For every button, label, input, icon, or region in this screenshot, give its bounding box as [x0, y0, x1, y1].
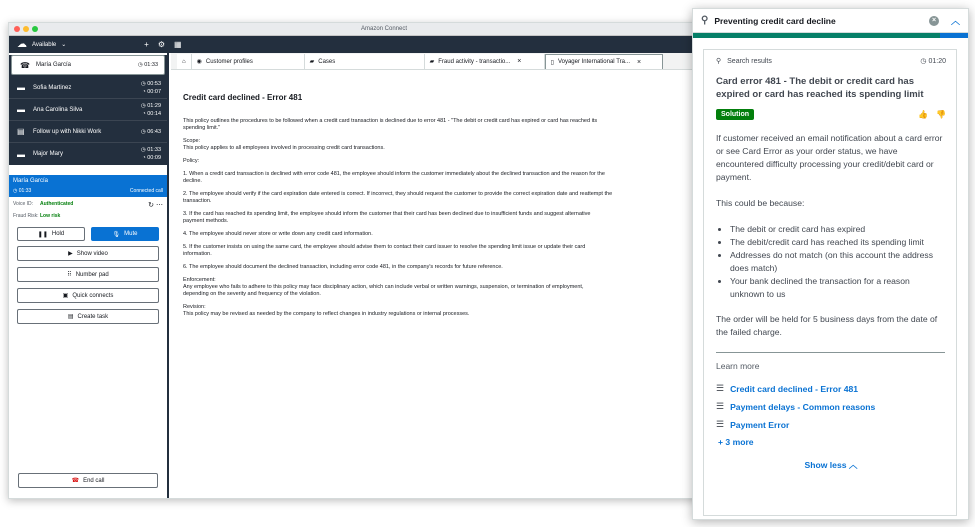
contact-timer: ◷ 01:33: [137, 62, 158, 68]
article-paragraph: 6. The employee should document the declined transaction, including error code 481, in the company's records for future reference.: [183, 264, 503, 270]
gear-icon[interactable]: ⚙: [157, 40, 165, 49]
reason-list: [730, 223, 946, 301]
title-bar: [9, 23, 759, 36]
fraud-risk-label: Fraud Risk:: [13, 213, 39, 219]
contacts-icon: ▣: [62, 293, 69, 299]
contact-timer: ◷ 01:33 ◔ 00:09: [140, 147, 161, 161]
minimize-window-button[interactable]: [23, 26, 29, 32]
related-article-link[interactable]: ☰ Payment delays - Common reasons: [716, 401, 876, 412]
mute-button[interactable]: 🎙 Mute: [91, 227, 159, 241]
clear-search-icon[interactable]: ×: [929, 16, 939, 26]
thumbs-up-icon[interactable]: 👍: [918, 110, 929, 119]
hold-button[interactable]: ❚❚ Hold: [17, 227, 85, 241]
list-item: • The debit/credit card has reached its spending limit: [730, 236, 946, 249]
accent-bar: [693, 33, 968, 38]
article-paragraph: spending limit.": [183, 125, 221, 131]
create-task-button[interactable]: ▤ Create task: [17, 309, 159, 324]
close-window-button[interactable]: [14, 26, 20, 32]
search-bar: [693, 9, 968, 33]
window-controls: [14, 26, 38, 32]
refresh-icon[interactable]: ↻: [148, 202, 155, 209]
keypad-icon: ⠿: [67, 272, 72, 278]
article-paragraph: 4. The employee should never store or write down any credit card information.: [183, 231, 373, 237]
briefcase-icon: ▰: [429, 59, 435, 65]
article-paragraph: payment methods.: [183, 218, 229, 224]
chevron-down-icon[interactable]: ⌄: [61, 42, 67, 48]
connect-cloud-icon: ☁: [17, 39, 27, 50]
contact-item[interactable]: [9, 121, 167, 143]
related-article-link[interactable]: ☰ Payment Error: [716, 419, 790, 430]
caller-name: María García: [13, 178, 49, 184]
chat-icon: ▬: [17, 149, 25, 159]
chat-icon: ▬: [17, 105, 25, 114]
article-paragraph: 3. If the card has reached its spending limit, the employee should inform the customer that their card has been declined due to insufficient funds and suggest alternative: [183, 211, 591, 217]
chevron-up-icon: ︿: [848, 460, 858, 470]
thumbs-down-icon[interactable]: 👎: [936, 110, 946, 119]
calendar-icon[interactable]: ▦: [174, 40, 182, 49]
home-icon: ⌂: [182, 58, 186, 65]
contact-item[interactable]: [9, 99, 167, 121]
window-title: Amazon Connect: [360, 26, 408, 32]
show-video-button[interactable]: ▶ Show video: [17, 246, 159, 261]
active-call-header: [9, 175, 167, 197]
search-input[interactable]: Preventing credit card decline: [714, 15, 836, 26]
article-paragraph: depending on the severity and frequency of the violation.: [183, 291, 321, 297]
learn-more-label: Learn more: [716, 361, 760, 371]
article-paragraph: Scope:: [183, 138, 201, 144]
article-paragraph: Policy:: [183, 158, 200, 164]
agent-status[interactable]: Available: [32, 41, 57, 48]
contact-timer: ◷ 00:53 ◔ 00:07: [140, 80, 161, 95]
search-icon: ⚲: [701, 15, 709, 26]
maximize-window-button[interactable]: [32, 26, 38, 32]
document-icon: ▯: [550, 59, 554, 66]
close-icon[interactable]: ×: [517, 58, 522, 65]
contact-timer: ◷ 06:43: [140, 128, 161, 135]
agent-workspace: [171, 53, 759, 498]
ccp-status-bar: [9, 36, 169, 53]
article-paragraph: This policy outlines the procedures to be followed when a credit card transaction is declined due to error 481 - "The debit or credit card has expired or card has reached its: [183, 118, 598, 124]
article-paragraph: This policy applies to all employees involved in processing credit card transactions.: [183, 145, 385, 151]
close-icon[interactable]: ×: [636, 58, 642, 66]
task-icon: ▤: [67, 314, 74, 320]
article-paragraph: Revision:: [183, 304, 206, 310]
contact-list: [9, 55, 167, 165]
result-reason-heading: This could be because:: [716, 198, 805, 208]
chat-icon: ▬: [17, 83, 25, 92]
result-body: [716, 132, 946, 339]
result-title: Card error 481 - The debit or credit card has expired or card has reached its spending limit: [716, 76, 924, 100]
article-paragraph: transaction.: [183, 198, 212, 204]
knowledge-search-panel: [692, 8, 969, 520]
article-paragraph: 1. When a credit card transaction is declined with error code 481, the employee should inform the customer immediately about the declined transaction and the reason for the: [183, 171, 605, 177]
task-icon: ▤: [17, 127, 25, 136]
article-paragraph: Any employee who fails to adhere to this policy may face disciplinary action, which can include verbal or written warnings, suspension, or termination of employment,: [183, 284, 584, 290]
contact-name: Major Mary: [33, 151, 64, 157]
solution-badge: Solution: [716, 109, 754, 120]
tab-customer-profiles[interactable]: ◉ Customer profiles: [192, 54, 305, 69]
results-time: ◷ 01:20: [920, 58, 946, 65]
contact-control-panel: [9, 53, 169, 498]
article-paragraph: 2. The employee should verify if the card expiration date entered is correct. If incorrect, they should request the customer to provide the correct expiration date and reattempt the: [183, 191, 613, 197]
call-timer: ◷ 01:33: [13, 188, 32, 194]
document-icon: ☰: [716, 383, 725, 393]
plus-icon[interactable]: +: [144, 40, 149, 49]
show-less-button[interactable]: Show less ︿: [804, 460, 858, 470]
call-metadata: [9, 197, 167, 227]
amazon-connect-window: [8, 22, 760, 499]
fraud-risk-value: Low risk: [40, 213, 61, 219]
article-paragraph: decline.: [183, 178, 202, 184]
chevron-up-icon[interactable]: ︿: [950, 16, 960, 26]
result-intro: If customer received an email notification about a card error or see Card Error as your order status, we have encountered difficulty processing your credit/debit card or payment.: [716, 133, 943, 182]
end-call-button[interactable]: ☎ End call: [18, 473, 158, 488]
list-item: • The debit or credit card has expired: [730, 223, 946, 236]
related-article-link[interactable]: ☰ Credit card declined - Error 481: [716, 383, 859, 394]
document-icon: ☰: [716, 401, 725, 411]
search-icon: ⚲: [716, 58, 722, 65]
quick-connects-button[interactable]: ▣ Quick connects: [17, 288, 159, 303]
tab-home[interactable]: [177, 54, 192, 69]
call-status: Connected call: [129, 188, 163, 194]
results-label: Search results: [727, 57, 772, 65]
list-item: • Addresses do not match (on this account the address does match): [730, 249, 946, 275]
voice-id-label: Voice ID:: [13, 201, 34, 207]
divider: [716, 352, 945, 353]
contact-timer: ◷ 01:29 ◔ 00:14: [140, 102, 161, 117]
folder-icon: ▰: [309, 59, 315, 65]
voice-id-value: Authenticated: [40, 201, 74, 207]
article-paragraph: Enforcement:: [183, 277, 216, 283]
tab-voyager-international[interactable]: ▯ Voyager International Tra... ×: [545, 54, 663, 69]
document-icon: ☰: [716, 419, 725, 429]
top-bar: [9, 36, 759, 53]
contact-name: Sofia Martinez: [33, 84, 72, 91]
contact-item[interactable]: [9, 143, 167, 165]
video-icon: ▶: [68, 251, 73, 257]
knowledge-article: [171, 70, 759, 318]
article-paragraph: 5. If the customer insists on using the same card, the employee should advise them to contact their card issuer to resolve the spending limit issue or update their card: [183, 244, 586, 250]
pause-icon: ❚❚: [37, 231, 48, 238]
more-icon[interactable]: ⋯: [156, 202, 163, 209]
tab-fraud-activity[interactable]: ▰ Fraud activity - transactio... ×: [425, 54, 545, 69]
article-paragraph: This policy may be revised as needed by the company to reflect changes in industry regulations or internal processes.: [183, 311, 470, 317]
contact-name: Follow up with Nikki Work: [33, 128, 102, 135]
phone-icon: ☎: [20, 60, 30, 70]
article-paragraph: information.: [183, 251, 212, 257]
workspace-tabs: [171, 53, 759, 70]
contact-name: Ana Carolina Silva: [33, 106, 83, 113]
contact-item[interactable]: [9, 77, 167, 99]
search-results-card: [703, 49, 957, 516]
number-pad-button[interactable]: ⠿ Number pad: [17, 267, 159, 282]
user-icon: ◉: [196, 59, 202, 65]
contact-item[interactable]: [11, 55, 165, 75]
tab-cases[interactable]: ▰ Cases: [305, 54, 425, 69]
result-hold-note: The order will be held for 5 business days from the date of the failed charge.: [716, 314, 938, 337]
hangup-icon: ☎: [71, 478, 80, 484]
article-title: Credit card declined - Error 481: [183, 93, 303, 102]
list-item: • Your bank declined the transaction for a reason unknown to us: [730, 275, 946, 301]
microphone-icon: 🎙: [112, 231, 121, 238]
show-more-link[interactable]: + 3 more: [718, 437, 754, 447]
contact-name: María García: [36, 62, 72, 68]
